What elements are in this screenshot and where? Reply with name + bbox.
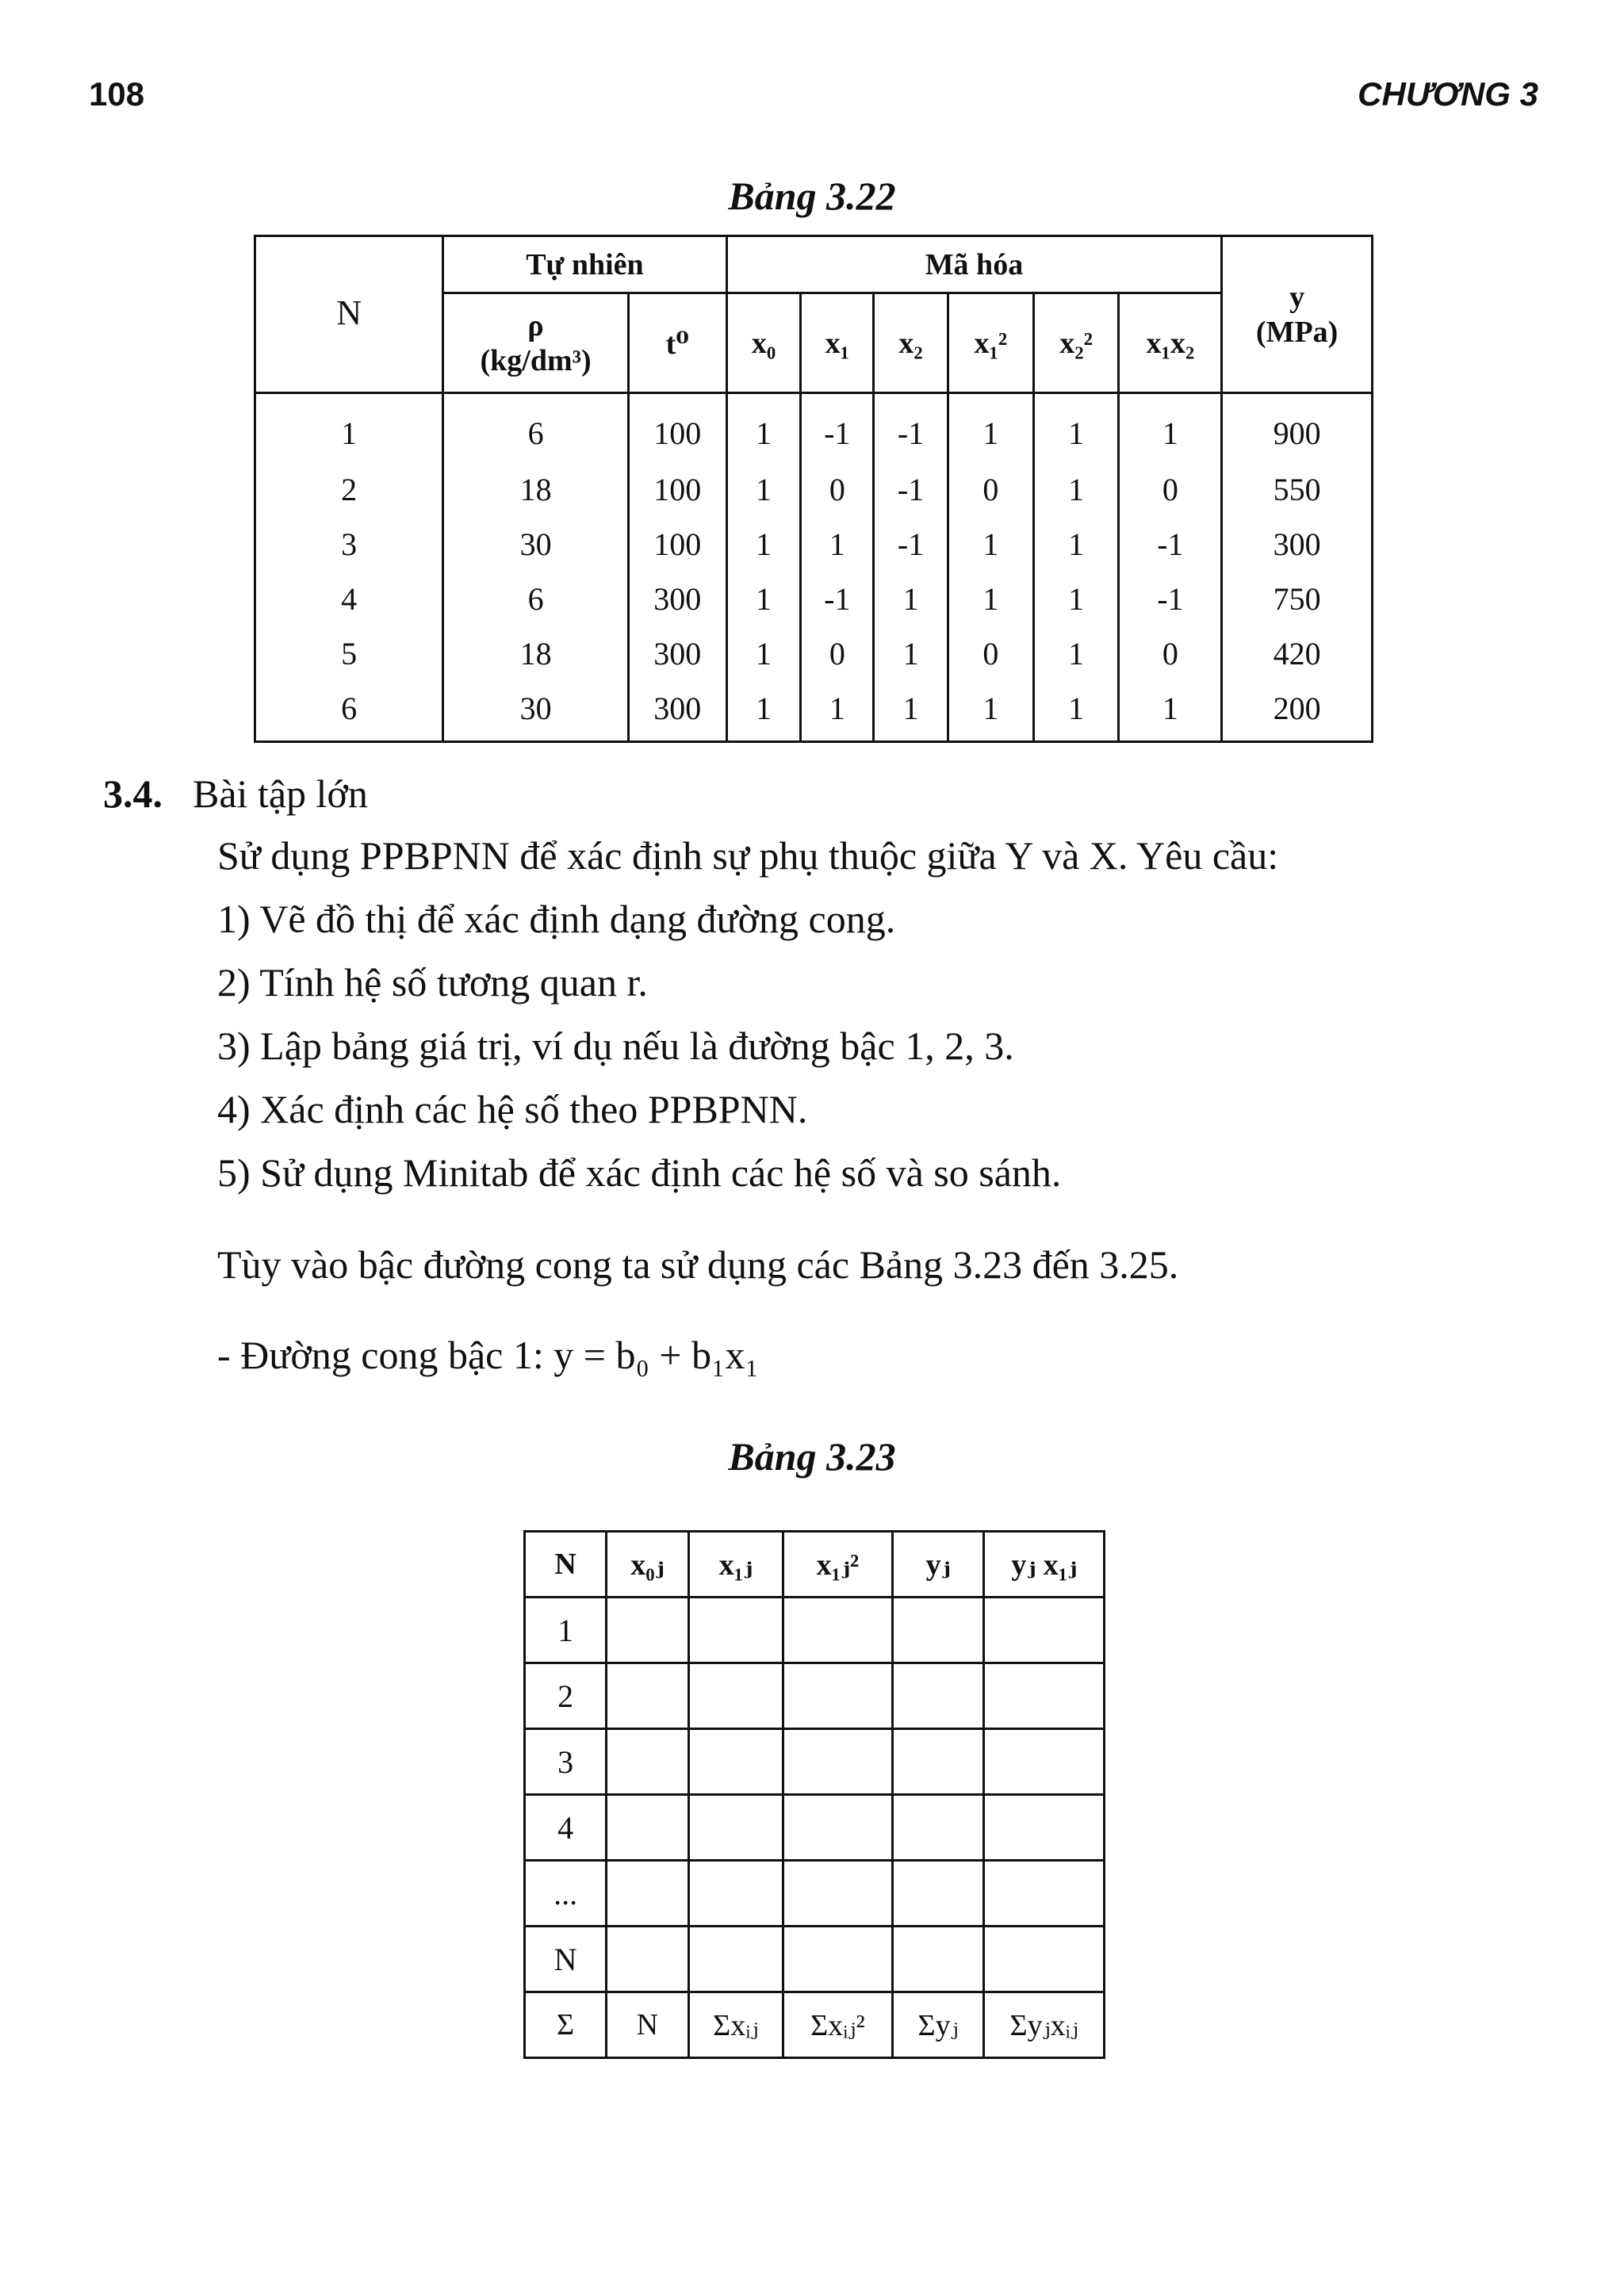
table-cell: 1 xyxy=(726,462,801,517)
header-x2-squared: x₂² xyxy=(1033,293,1119,393)
row-label: N xyxy=(525,1927,607,1992)
sum-cell: Σyⱼxᵢⱼ xyxy=(984,1992,1105,2058)
sum-cell: Σxᵢⱼ² xyxy=(783,1992,893,2058)
column-header: x₁ⱼ² xyxy=(783,1532,893,1598)
sum-row xyxy=(525,1992,1105,2058)
page-number: 108 xyxy=(89,75,145,113)
table-row xyxy=(525,1598,1105,1663)
table-cell: 1 xyxy=(1119,393,1222,463)
table-cell: 1 xyxy=(1119,681,1222,742)
empty-cell xyxy=(984,1663,1105,1729)
section-number: 3.4. xyxy=(103,771,163,816)
table-row xyxy=(255,572,1373,626)
table-cell: 1 xyxy=(948,517,1033,572)
table-row xyxy=(255,517,1373,572)
table-cell: 200 xyxy=(1222,681,1373,742)
empty-cell xyxy=(984,1927,1105,1992)
table-cell: 0 xyxy=(948,626,1033,681)
table-row xyxy=(525,1663,1105,1729)
empty-cell xyxy=(607,1663,688,1729)
column-header: x₁ⱼ xyxy=(688,1532,783,1598)
table-cell: -1 xyxy=(801,393,874,463)
table-cell: 100 xyxy=(628,517,726,572)
empty-cell xyxy=(607,1729,688,1795)
table-322-caption: Bảng 3.22 xyxy=(728,174,896,218)
table-322-body xyxy=(255,393,1373,742)
table-cell: 3 xyxy=(255,517,443,572)
empty-cell xyxy=(892,1598,984,1663)
table-cell: 420 xyxy=(1222,626,1373,681)
table-cell: 0 xyxy=(801,462,874,517)
table-cell: 2 xyxy=(255,462,443,517)
table-row xyxy=(255,626,1373,681)
empty-cell xyxy=(783,1861,893,1927)
empty-cell xyxy=(783,1927,893,1992)
table-cell: 750 xyxy=(1222,572,1373,626)
table-row xyxy=(525,1729,1105,1795)
table-cell: 300 xyxy=(1222,517,1373,572)
empty-cell xyxy=(688,1598,783,1663)
empty-cell xyxy=(607,1795,688,1861)
header-n: N xyxy=(255,236,443,393)
empty-cell xyxy=(688,1663,783,1729)
header-x1x2: x₁x₂ xyxy=(1119,293,1222,393)
table-cell: 300 xyxy=(628,572,726,626)
header-coded-group: Mã hóa xyxy=(726,236,1222,293)
column-header: yⱼ x₁ⱼ xyxy=(984,1532,1105,1598)
header-x1: x₁ xyxy=(801,293,874,393)
empty-cell xyxy=(984,1861,1105,1927)
table-cell: 1 xyxy=(948,572,1033,626)
table-cell: 6 xyxy=(443,572,629,626)
table-cell: 1 xyxy=(1033,517,1119,572)
table-cell: 300 xyxy=(628,626,726,681)
empty-cell xyxy=(783,1598,893,1663)
table-cell: 18 xyxy=(443,626,629,681)
chapter-title: CHƯƠNG 3 xyxy=(1358,75,1538,113)
column-header: x₀ⱼ xyxy=(607,1532,688,1598)
section-intro: Sử dụng PPBPNN để xác định sự phụ thuộc giữa Y và X. Yêu cầu: xyxy=(217,833,1279,878)
table-cell: 550 xyxy=(1222,462,1373,517)
requirement-item-3: 3) Lập bảng giá trị, ví dụ nếu là đường bậc 1, 2, 3. xyxy=(217,1024,1014,1068)
table-cell: 1 xyxy=(1033,572,1119,626)
empty-cell xyxy=(984,1795,1105,1861)
header-rho-unit: (kg/dm³) xyxy=(480,343,592,377)
table-323-header-row xyxy=(525,1532,1105,1598)
table-cell: 100 xyxy=(628,393,726,463)
table-323-body xyxy=(525,1598,1105,2058)
table-cell: 1 xyxy=(726,517,801,572)
empty-cell xyxy=(783,1663,893,1729)
header-x1-squared: x₁² xyxy=(948,293,1033,393)
linear-equation: - Đường cong bậc 1: y = b₀ + b₁x₁ xyxy=(217,1333,759,1377)
table-row xyxy=(255,681,1373,742)
table-323-caption: Bảng 3.23 xyxy=(728,1434,896,1479)
empty-cell xyxy=(688,1729,783,1795)
row-label: 4 xyxy=(525,1795,607,1861)
table-row xyxy=(255,462,1373,517)
table-cell: 1 xyxy=(801,681,874,742)
table-cell: 100 xyxy=(628,462,726,517)
table-reference-note: Tùy vào bậc đường cong ta sử dụng các Bảng 3.23 đến 3.25. xyxy=(217,1242,1179,1287)
table-323 xyxy=(523,1530,1105,2059)
table-cell: 0 xyxy=(1119,626,1222,681)
row-label: 2 xyxy=(525,1663,607,1729)
table-cell: -1 xyxy=(874,462,948,517)
table-cell: 1 xyxy=(726,626,801,681)
table-cell: 1 xyxy=(948,681,1033,742)
header-x2: x₂ xyxy=(874,293,948,393)
section-heading xyxy=(103,771,368,817)
table-cell: 5 xyxy=(255,626,443,681)
table-cell: -1 xyxy=(1119,517,1222,572)
table-cell: 1 xyxy=(874,626,948,681)
table-cell: 0 xyxy=(1119,462,1222,517)
sum-cell: Σxᵢⱼ xyxy=(688,1992,783,2058)
header-x0: x₀ xyxy=(726,293,801,393)
column-header: yⱼ xyxy=(892,1532,984,1598)
row-label: 1 xyxy=(525,1598,607,1663)
table-cell: 18 xyxy=(443,462,629,517)
table-cell: 1 xyxy=(948,393,1033,463)
header-natural-group: Tự nhiên xyxy=(443,236,726,293)
row-label: 3 xyxy=(525,1729,607,1795)
table-322 xyxy=(254,235,1373,743)
empty-cell xyxy=(607,1861,688,1927)
requirement-item-5: 5) Sử dụng Minitab để xác định các hệ số và so sánh. xyxy=(217,1150,1062,1195)
sum-cell: Σyⱼ xyxy=(892,1992,984,2058)
empty-cell xyxy=(783,1795,893,1861)
table-row xyxy=(525,1927,1105,1992)
header-t0: t⁰ xyxy=(628,293,726,393)
table-cell: -1 xyxy=(801,572,874,626)
empty-cell xyxy=(984,1598,1105,1663)
table-cell: 6 xyxy=(443,393,629,463)
table-cell: 30 xyxy=(443,681,629,742)
table-cell: 0 xyxy=(801,626,874,681)
requirement-item-2: 2) Tính hệ số tương quan r. xyxy=(217,960,648,1004)
table-cell: 1 xyxy=(1033,462,1119,517)
table-cell: 300 xyxy=(628,681,726,742)
empty-cell xyxy=(984,1729,1105,1795)
empty-cell xyxy=(892,1927,984,1992)
sum-cell: Σ xyxy=(525,1992,607,2058)
table-row xyxy=(255,393,1373,463)
table-cell: -1 xyxy=(874,393,948,463)
empty-cell xyxy=(688,1927,783,1992)
row-label: ... xyxy=(525,1861,607,1927)
table-cell: 30 xyxy=(443,517,629,572)
table-cell: 1 xyxy=(726,681,801,742)
table-cell: 1 xyxy=(1033,681,1119,742)
sum-cell: N xyxy=(607,1992,688,2058)
section-title: Bài tập lớn xyxy=(193,771,368,816)
header-y xyxy=(1222,236,1373,393)
header-rho-symbol: ρ xyxy=(527,308,544,342)
requirement-item-4: 4) Xác định các hệ số theo PPBPNN. xyxy=(217,1087,808,1131)
table-cell: 1 xyxy=(255,393,443,463)
header-y-symbol: y xyxy=(1289,280,1305,314)
column-header: N xyxy=(525,1532,607,1598)
requirement-item-1: 1) Vẽ đồ thị để xác định dạng đường cong. xyxy=(217,897,896,941)
header-rho xyxy=(443,293,629,393)
table-cell: 900 xyxy=(1222,393,1373,463)
empty-cell xyxy=(688,1795,783,1861)
empty-cell xyxy=(607,1598,688,1663)
table-cell: 1 xyxy=(726,572,801,626)
table-cell: -1 xyxy=(1119,572,1222,626)
header-y-unit: (MPa) xyxy=(1255,315,1339,349)
table-cell: 1 xyxy=(1033,393,1119,463)
empty-cell xyxy=(688,1861,783,1927)
empty-cell xyxy=(892,1795,984,1861)
table-cell: 1 xyxy=(874,572,948,626)
table-cell: 0 xyxy=(948,462,1033,517)
empty-cell xyxy=(892,1729,984,1795)
table-cell: 4 xyxy=(255,572,443,626)
empty-cell xyxy=(783,1729,893,1795)
table-cell: 1 xyxy=(874,681,948,742)
table-row xyxy=(525,1861,1105,1927)
table-row xyxy=(525,1795,1105,1861)
table-cell: 1 xyxy=(726,393,801,463)
table-cell: 1 xyxy=(801,517,874,572)
table-cell: 1 xyxy=(1033,626,1119,681)
empty-cell xyxy=(607,1927,688,1992)
table-cell: -1 xyxy=(874,517,948,572)
empty-cell xyxy=(892,1663,984,1729)
table-cell: 6 xyxy=(255,681,443,742)
empty-cell xyxy=(892,1861,984,1927)
